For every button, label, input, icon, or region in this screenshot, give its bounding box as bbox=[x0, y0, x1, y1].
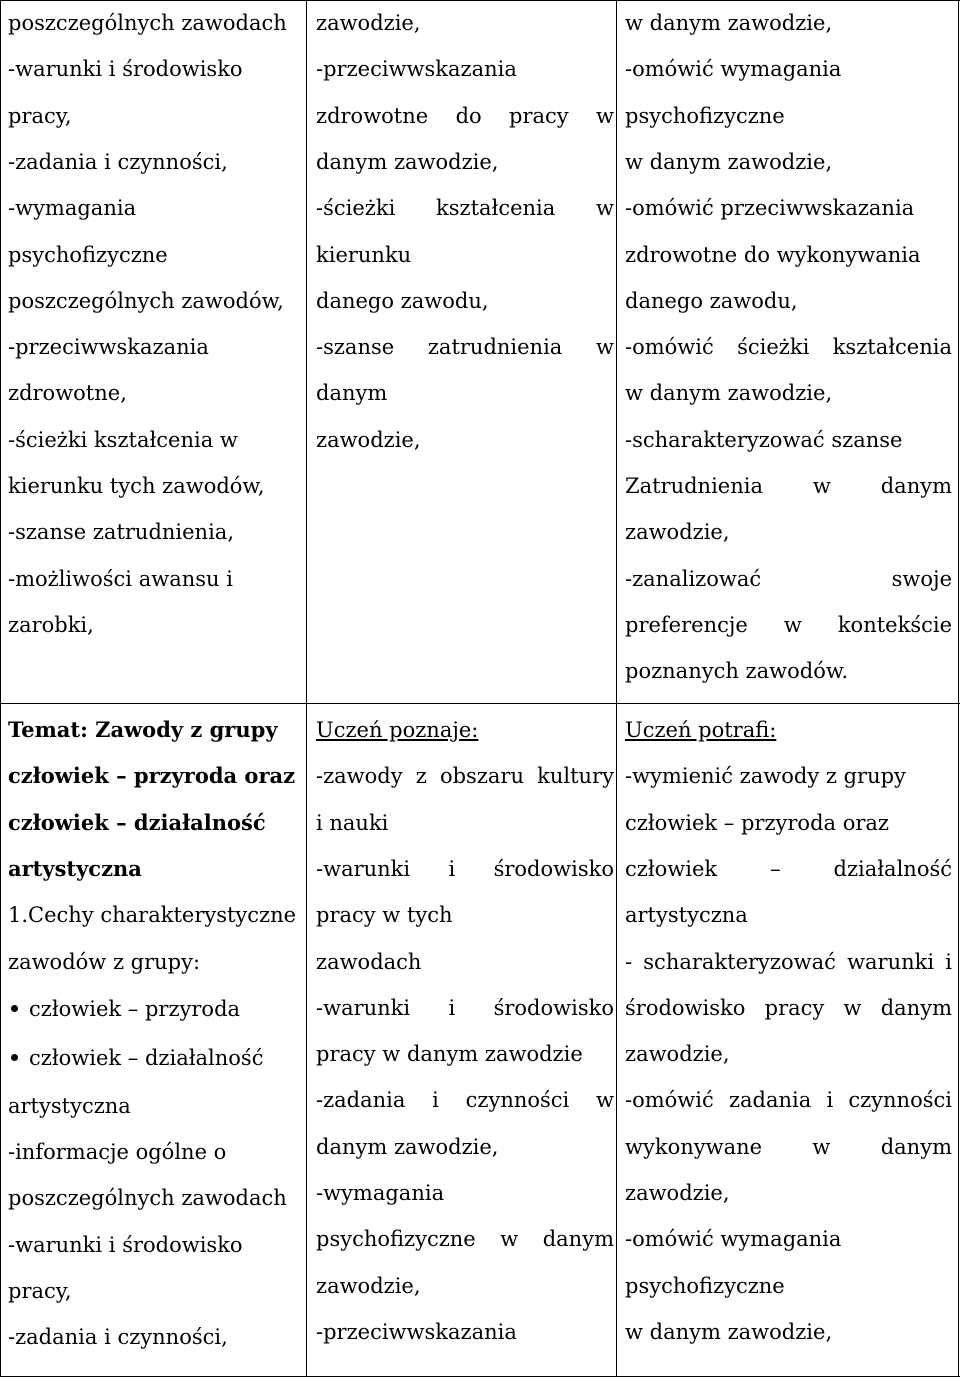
text-line: -przeciwwskazania bbox=[8, 335, 209, 360]
text-line: pracy, bbox=[8, 103, 72, 128]
text-line: -zadania i czynności w bbox=[316, 1088, 614, 1113]
text-line: poszczególnych zawodach bbox=[8, 11, 287, 35]
text-line: psychofizyczne bbox=[625, 1273, 785, 1298]
text-line: poszczególnych zawodów, bbox=[8, 288, 284, 313]
bullet-label: człowiek – działalność bbox=[29, 1045, 264, 1070]
text-line: poznanych zawodów. bbox=[625, 659, 848, 684]
text-line: zawodzie, bbox=[625, 520, 730, 545]
text-line: pracy w tych bbox=[316, 903, 453, 928]
text-line: psychofizyczne bbox=[625, 103, 785, 128]
text-line: -ścieżki kształcenia w bbox=[8, 427, 238, 452]
text-line: -wymagania bbox=[8, 196, 137, 221]
text-line: kierunku bbox=[316, 242, 412, 267]
bullet-icon bbox=[11, 1005, 18, 1012]
text-line: pracy w danym zawodzie bbox=[316, 1042, 583, 1067]
table-cell-row1-col3 bbox=[625, 0, 952, 703]
table-column-divider-1 bbox=[306, 0, 307, 1377]
text-line: - scharakteryzować warunki i bbox=[625, 949, 952, 974]
text-line: wykonywane w danym bbox=[625, 1134, 952, 1159]
text-line: w danym zawodzie, bbox=[625, 381, 833, 406]
text-line: zawodzie, bbox=[625, 1042, 730, 1067]
table-cell-row2-col2 bbox=[316, 707, 614, 1375]
text-line: 1.Cechy charakterystyczne bbox=[8, 903, 297, 928]
text-line: -zadania i czynności, bbox=[8, 1325, 228, 1350]
text-line: -omówić wymagania bbox=[625, 57, 842, 82]
bullet-icon bbox=[11, 1054, 18, 1061]
table-row-divider bbox=[0, 703, 960, 704]
text-line: -ścieżki kształcenia w bbox=[316, 196, 614, 221]
text-line: zawodzie, bbox=[316, 11, 421, 35]
text-line: kierunku tych zawodów, bbox=[8, 474, 265, 498]
text-line: -warunki i środowisko bbox=[8, 1232, 243, 1257]
text-line: zdrowotne do wykonywania bbox=[625, 242, 921, 267]
table-cell-row2-col1 bbox=[8, 707, 302, 1375]
text-line: zdrowotne do pracy w bbox=[316, 103, 614, 128]
text-line: -scharakteryzować szanse bbox=[625, 427, 903, 452]
text-line: człowiek – działalność bbox=[625, 856, 952, 881]
text-line: -szanse zatrudnienia w bbox=[316, 335, 614, 360]
text-line: danego zawodu, bbox=[625, 288, 798, 313]
text-line: zawodzie, bbox=[316, 427, 421, 452]
text-line: -wymienić zawody z grupy bbox=[625, 764, 906, 789]
text-line: -zanalizować swoje bbox=[625, 566, 952, 591]
topic-title-line: człowiek – działalność bbox=[8, 809, 266, 835]
text-line: -wymagania bbox=[316, 1181, 445, 1205]
text-line: -możliwości awansu i bbox=[8, 566, 233, 591]
text-line: artystyczna bbox=[625, 903, 748, 928]
table-border-right bbox=[958, 0, 959, 1377]
text-line: danym zawodzie, bbox=[316, 1134, 499, 1159]
text-line: -zawody z obszaru kultury bbox=[316, 764, 614, 789]
text-line: w danym zawodzie, bbox=[625, 11, 833, 35]
topic-title-line: Temat: Zawody z grupy bbox=[8, 717, 278, 742]
text-line: -omówić zadania i czynności bbox=[625, 1088, 952, 1113]
text-line: -omówić ścieżki kształcenia bbox=[625, 335, 952, 360]
text-line: psychofizyczne w danym bbox=[316, 1227, 614, 1252]
table-border-left bbox=[0, 0, 1, 1377]
text-line: -przeciwwskazania bbox=[316, 57, 517, 82]
text-line: -szanse zatrudnienia, bbox=[8, 520, 234, 545]
bullet-label: człowiek – przyroda bbox=[29, 996, 241, 1021]
text-line: w danym zawodzie, bbox=[625, 1319, 833, 1344]
text-line: i nauki bbox=[316, 810, 389, 835]
text-line: -omówić wymagania bbox=[625, 1227, 842, 1252]
text-line: danym zawodzie, bbox=[316, 149, 499, 174]
text-line: -omówić przeciwwskazania bbox=[625, 196, 915, 221]
text-line: -warunki i środowisko bbox=[316, 995, 614, 1020]
section-heading: Uczeń potrafi: bbox=[625, 718, 777, 742]
text-line: zawodzie, bbox=[316, 1273, 421, 1298]
section-heading: Uczeń poznaje: bbox=[316, 718, 479, 742]
bullet-item bbox=[8, 985, 302, 1034]
text-line: artystyczna bbox=[8, 1093, 131, 1118]
text-line: danym bbox=[316, 381, 388, 406]
topic-title-line: artystyczna bbox=[8, 855, 142, 881]
text-line: zdrowotne, bbox=[8, 381, 127, 406]
text-line: -przeciwwskazania bbox=[316, 1319, 517, 1344]
text-line: danego zawodu, bbox=[316, 288, 489, 313]
text-line: -warunki i środowisko bbox=[8, 57, 243, 82]
text-line: Zatrudnienia w danym bbox=[625, 474, 952, 498]
text-line: człowiek – przyroda oraz bbox=[625, 810, 889, 835]
topic-title-line: człowiek – przyroda oraz bbox=[8, 763, 296, 789]
bullet-item bbox=[8, 1034, 302, 1083]
text-line: pracy, bbox=[8, 1279, 72, 1303]
table-cell-row1-col1 bbox=[8, 0, 302, 703]
text-line: zawodach bbox=[316, 949, 422, 974]
table-cell-row2-col3 bbox=[625, 707, 952, 1375]
text-line: preferencje w kontekście bbox=[625, 612, 952, 637]
table-column-divider-2 bbox=[616, 0, 617, 1377]
text-line: psychofizyczne bbox=[8, 242, 168, 267]
text-line: zawodzie, bbox=[625, 1181, 730, 1205]
text-line: zawodów z grupy: bbox=[8, 949, 201, 974]
text-line: poszczególnych zawodach bbox=[8, 1186, 287, 1211]
table-cell-row1-col2 bbox=[316, 0, 614, 703]
text-line: -informacje ogólne o bbox=[8, 1140, 227, 1165]
text-line: -warunki i środowisko bbox=[316, 856, 614, 881]
text-line: zarobki, bbox=[8, 612, 94, 637]
text-line: środowisko pracy w danym bbox=[625, 995, 952, 1020]
text-line: w danym zawodzie, bbox=[625, 149, 833, 174]
text-line: -zadania i czynności, bbox=[8, 149, 228, 174]
